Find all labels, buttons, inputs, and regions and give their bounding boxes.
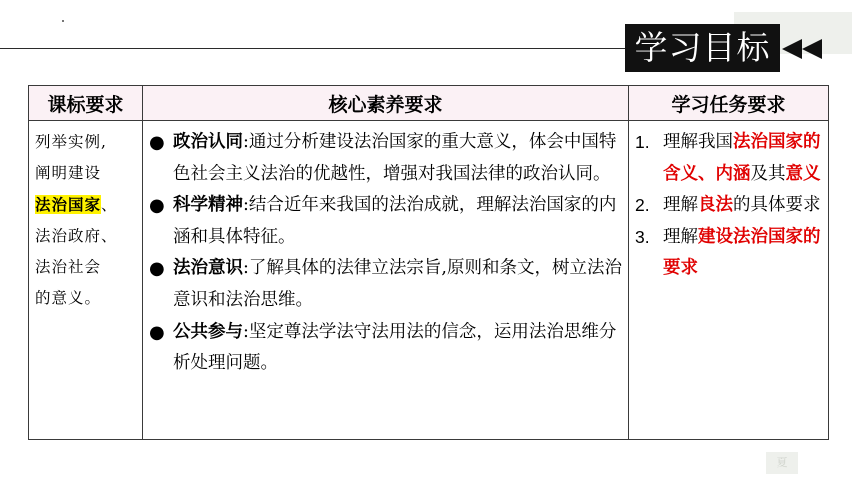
highlighted-term: 法治国家 [35,195,102,214]
curriculum-line: 法治政府、 [35,227,118,245]
task-text: 及其 [750,163,786,184]
page-title: 学习目标 [625,24,780,72]
double-arrow-left-icon [782,37,826,61]
competency-sep: : [243,132,249,152]
competency-key: 科学精神 [173,195,243,216]
task-text: 理解 [663,226,698,247]
list-item [149,253,622,316]
competency-key: 公共参与 [173,321,243,342]
task-emphasis: 法治国家的含义、内涵 [663,132,821,184]
competencies-cell [143,121,629,440]
corner-button[interactable]: 夏 [766,452,798,474]
curriculum-line: 阐明建设 [35,164,102,182]
header-competencies: 核心素养要求 [143,86,629,121]
list-item [149,190,622,253]
task-emphasis: 意义 [785,163,821,184]
list-item [635,127,822,190]
task-emphasis: 建设法治国家的要求 [663,226,821,279]
competency-sep: : [243,195,249,216]
curriculum-line: 的意义。 [35,289,102,307]
task-text: 理解我国 [663,132,733,152]
curriculum-cell [29,121,143,440]
bullet-icon: ● [149,321,165,343]
list-item [149,317,622,380]
bullet-icon: ● [149,258,165,280]
header-rule [0,48,625,49]
header-curriculum: 课标要求 [29,86,143,121]
table-row [29,121,829,440]
competency-text: 坚定尊法学法守法用法的信念，运用法治思维分析处理问题。 [173,321,617,374]
header-tasks: 学习任务要求 [629,86,829,121]
curriculum-line: 列举实例, [35,133,107,151]
decorative-dot [62,20,64,22]
task-text: 的具体要求 [733,195,821,216]
tasks-cell [629,121,829,440]
task-number: 3. [635,226,650,247]
table-header-row [29,86,829,121]
list-item [149,127,622,190]
task-number: 2. [635,195,650,216]
list-item [635,190,822,222]
curriculum-line [35,189,136,221]
bullet-icon: ● [149,132,165,153]
competency-key: 法治意识 [173,258,243,279]
competency-key: 政治认同 [173,132,243,152]
competency-text: 了解具体的法律立法宗旨,原则和条文，树立法治意识和法治思维。 [173,258,622,310]
bullet-icon: ● [149,195,165,217]
competency-sep: : [243,258,249,279]
task-text: 理解 [663,195,698,216]
curriculum-punct: 、 [101,196,118,214]
objectives-table [28,85,829,440]
list-item [635,222,822,285]
competency-text: 通过分析建设法治国家的重大意义，体会中国特色社会主义法治的优越性，增强对我国法律的政治认同。 [173,132,617,184]
task-number: 1. [635,132,650,152]
competency-text: 结合近年来我国的法治成就，理解法治国家的内涵和具体特征。 [173,195,617,247]
task-emphasis: 良法 [698,195,733,216]
competency-sep: : [243,321,249,342]
curriculum-line: 法治社会 [35,258,102,276]
